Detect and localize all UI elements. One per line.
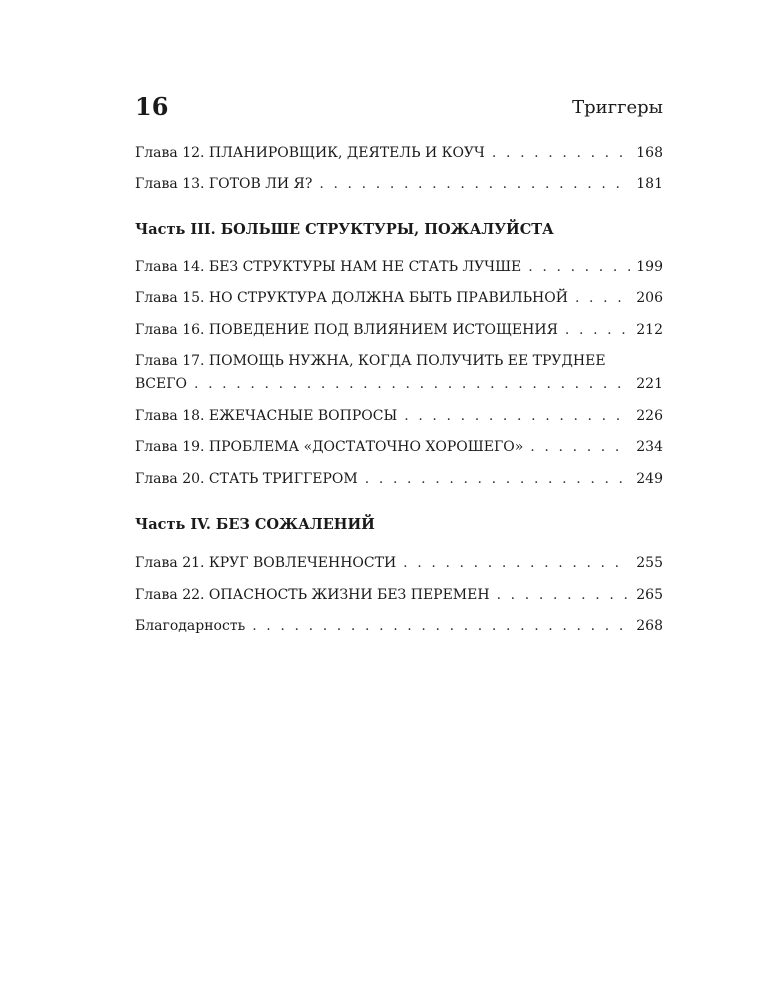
dot-leader [575, 286, 630, 310]
toc-entry-page: 268 [636, 618, 663, 634]
toc-entry-chapter-17-line-1: Глава 17. ПОМОЩЬ НУЖНА, КОГДА ПОЛУЧИТЬ ЕЕ ТРУДНЕЕ [135, 353, 606, 369]
toc-entry-title: Глава 21. КРУГ ВОВЛЕЧЕННОСТИ [135, 555, 397, 571]
dot-leader [319, 172, 630, 196]
toc-entry-title: Глава 14. БЕЗ СТРУКТУРЫ НАМ НЕ СТАТЬ ЛУЧШЕ [135, 259, 522, 275]
toc-entry-title: Глава 19. ПРОБЛЕМА «ДОСТАТОЧНО ХОРОШЕГО» [135, 439, 524, 455]
toc-entry-page: 249 [636, 471, 663, 487]
dot-leader [252, 614, 630, 638]
toc-entry-page: 199 [636, 259, 663, 275]
toc-entry-title: Глава 20. СТАТЬ ТРИГГЕРОМ [135, 471, 358, 487]
toc-entry-chapter-21 [135, 551, 663, 575]
dot-leader [528, 255, 630, 279]
toc-entry-title: Глава 15. НО СТРУКТУРА ДОЛЖНА БЫТЬ ПРАВИЛЬНОЙ [135, 290, 568, 306]
running-title: Триггеры [572, 97, 663, 118]
dot-leader [497, 583, 631, 607]
toc-entry-title: Глава 22. ОПАСНОСТЬ ЖИЗНИ БЕЗ ПЕРЕМЕН [135, 587, 490, 603]
running-head [135, 86, 663, 122]
dot-leader [404, 404, 630, 428]
part-heading-4: Часть IV. БЕЗ СОЖАЛЕНИЙ [135, 516, 375, 533]
toc-entry-title: Глава 13. ГОТОВ ЛИ Я? [135, 176, 313, 192]
toc-entry-chapter-19 [135, 435, 663, 459]
toc-entry-title: Глава 12. ПЛАНИРОВЩИК, ДЕЯТЕЛЬ И КОУЧ [135, 145, 485, 161]
toc-entry-chapter-17 [135, 372, 663, 396]
dot-leader [403, 551, 630, 575]
toc-entry-chapter-16 [135, 318, 663, 342]
page-number: 16 [135, 92, 169, 121]
toc-entry-page: 212 [636, 322, 663, 338]
toc-entry-page: 206 [636, 290, 663, 306]
toc-entry-chapter-12 [135, 141, 663, 165]
dot-leader [194, 372, 630, 396]
toc-entry-page: 221 [636, 376, 663, 392]
toc-entry-chapter-14 [135, 255, 663, 279]
toc-entry-acknowledgements [135, 614, 663, 638]
toc-entry-chapter-22 [135, 583, 663, 607]
toc-entry-title: ВСЕГО [135, 376, 187, 392]
dot-leader [492, 141, 630, 165]
dot-leader [565, 318, 630, 342]
part-heading-3: Часть III. БОЛЬШЕ СТРУКТУРЫ, ПОЖАЛУЙСТА [135, 221, 554, 238]
toc-entry-page: 226 [636, 408, 663, 424]
toc-entry-page: 181 [636, 176, 663, 192]
toc-entry-chapter-20 [135, 467, 663, 491]
dot-leader [365, 467, 631, 491]
toc-entry-page: 234 [636, 439, 663, 455]
toc-entry-page: 255 [636, 555, 663, 571]
toc-entry-page: 265 [636, 587, 663, 603]
toc-entry-title: Благодарность [135, 618, 246, 634]
toc-entry-chapter-15 [135, 286, 663, 310]
toc-entry-page: 168 [636, 145, 663, 161]
toc-entry-chapter-18 [135, 404, 663, 428]
toc-entry-chapter-13 [135, 172, 663, 196]
toc-entry-title: Глава 18. ЕЖЕЧАСНЫЕ ВОПРОСЫ [135, 408, 398, 424]
toc-entry-title: Глава 16. ПОВЕДЕНИЕ ПОД ВЛИЯНИЕМ ИСТОЩЕНИЯ [135, 322, 558, 338]
dot-leader [530, 435, 630, 459]
